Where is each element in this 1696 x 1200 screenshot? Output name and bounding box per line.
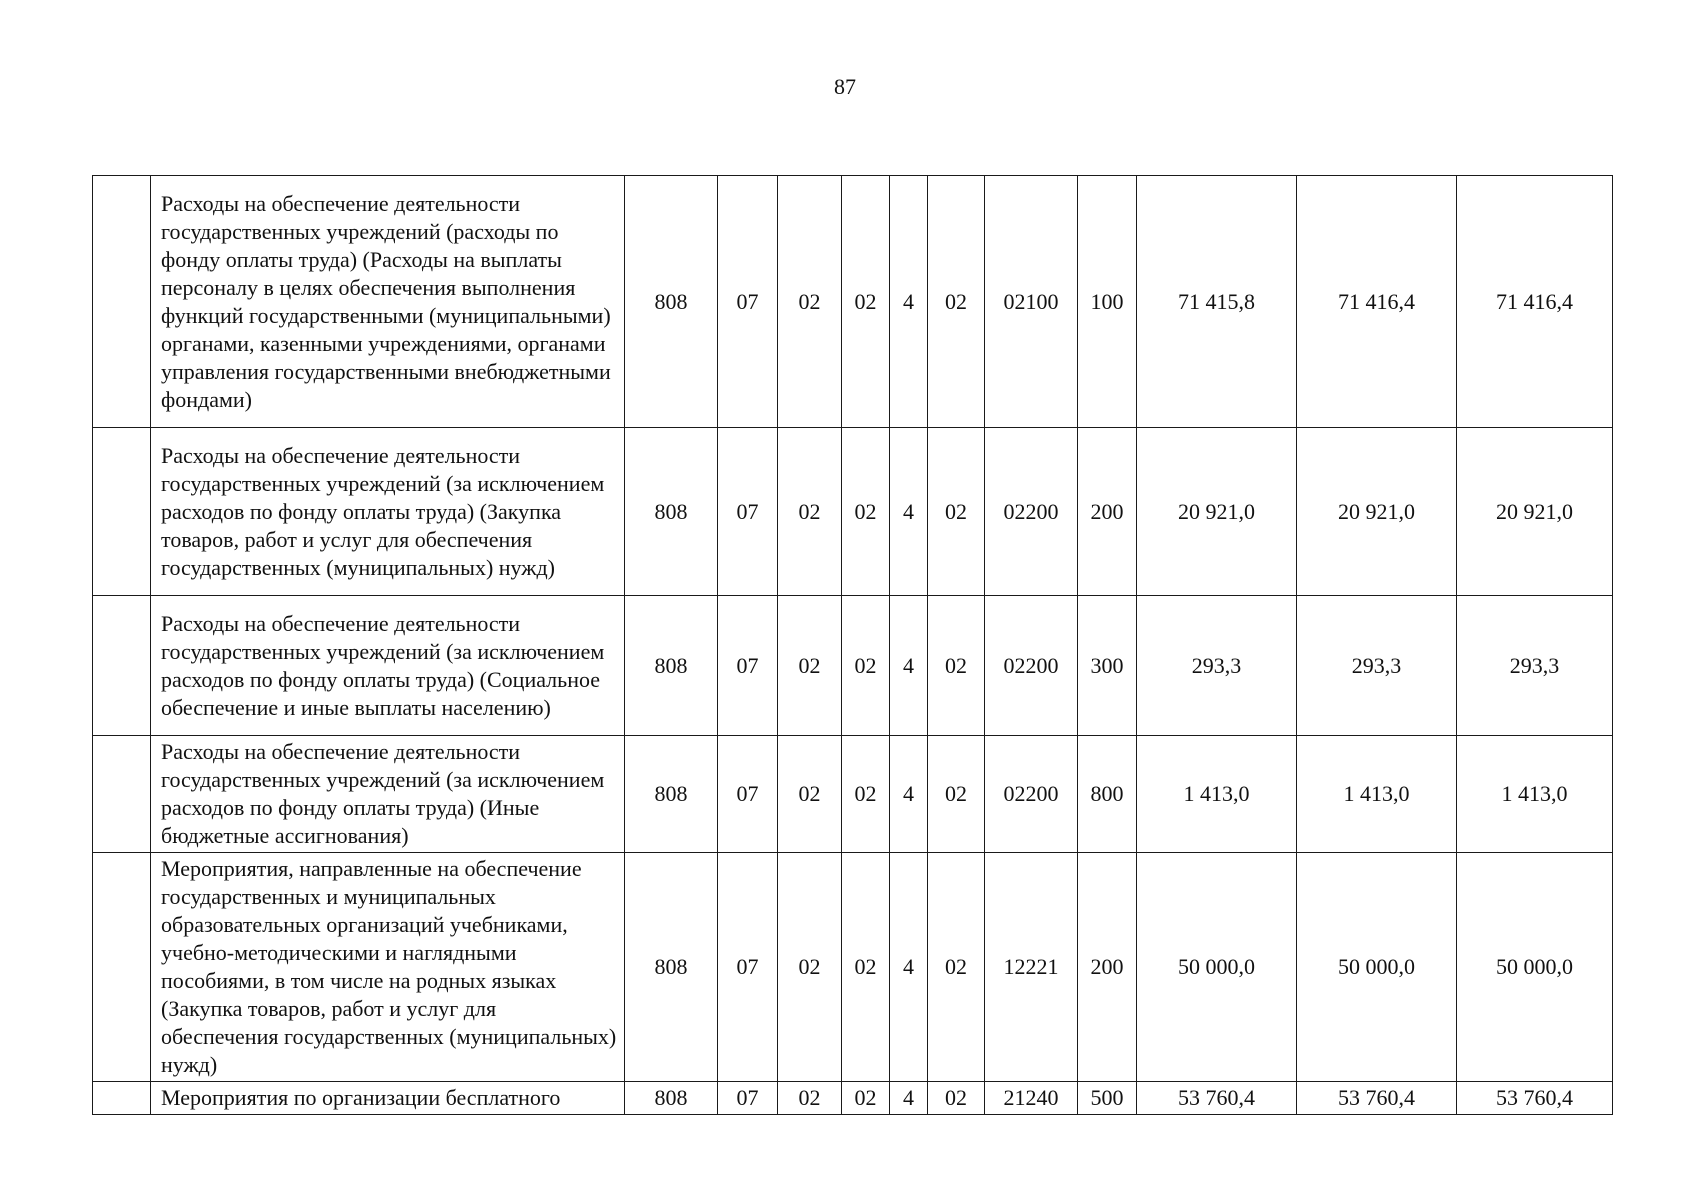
amount-year-3-cell: 1 413,0 <box>1457 736 1613 853</box>
amount-year-2-cell: 71 416,4 <box>1297 176 1457 428</box>
amount-year-1-cell: 50 000,0 <box>1137 853 1297 1082</box>
description-cell: Мероприятия, направленные на обеспечение государственных и муниципальных образовательных организаций учебниками, учебно-методическими и наглядными пособиями, в том числе на родных языках (Закупка товаров, работ и услуг для обеспечения государственных (муниципальных) нужд) <box>151 853 625 1082</box>
expense-type-cell: 300 <box>1078 596 1137 736</box>
description-cell: Расходы на обеспечение деятельности государственных учреждений (за исключением расходов по фонду оплаты труда) (Иные бюджетные ассигнования) <box>151 736 625 853</box>
subprogram-code-cell: 4 <box>890 736 928 853</box>
program-code-cell: 02 <box>842 853 890 1082</box>
amount-year-1-cell: 53 760,4 <box>1137 1082 1297 1115</box>
ministry-code-cell: 808 <box>625 736 718 853</box>
amount-year-1-cell: 293,3 <box>1137 596 1297 736</box>
program-code-cell: 02 <box>842 736 890 853</box>
table-row <box>93 428 1613 596</box>
expense-type-cell: 200 <box>1078 853 1137 1082</box>
amount-year-2-cell: 53 760,4 <box>1297 1082 1457 1115</box>
expense-type-cell: 500 <box>1078 1082 1137 1115</box>
subprogram-code-cell: 4 <box>890 428 928 596</box>
subsection-code-cell: 02 <box>778 596 842 736</box>
main-event-code-cell: 02 <box>928 853 985 1082</box>
section-code-cell: 07 <box>718 176 778 428</box>
subsection-code-cell: 02 <box>778 736 842 853</box>
row-number-cell <box>93 736 151 853</box>
section-code-cell: 07 <box>718 596 778 736</box>
direction-code-cell: 02200 <box>985 596 1078 736</box>
main-event-code-cell: 02 <box>928 736 985 853</box>
subsection-code-cell: 02 <box>778 428 842 596</box>
amount-year-1-cell: 20 921,0 <box>1137 428 1297 596</box>
amount-year-2-cell: 50 000,0 <box>1297 853 1457 1082</box>
table-row <box>93 736 1613 853</box>
amount-year-1-cell: 71 415,8 <box>1137 176 1297 428</box>
description-cell: Расходы на обеспечение деятельности государственных учреждений (за исключением расходов по фонду оплаты труда) (Социальное обеспечение и иные выплаты населению) <box>151 596 625 736</box>
program-code-cell: 02 <box>842 596 890 736</box>
section-code-cell: 07 <box>718 1082 778 1115</box>
amount-year-3-cell: 20 921,0 <box>1457 428 1613 596</box>
ministry-code-cell: 808 <box>625 1082 718 1115</box>
program-code-cell: 02 <box>842 428 890 596</box>
ministry-code-cell: 808 <box>625 596 718 736</box>
expense-type-cell: 200 <box>1078 428 1137 596</box>
expense-type-cell: 800 <box>1078 736 1137 853</box>
ministry-code-cell: 808 <box>625 853 718 1082</box>
expense-type-cell: 100 <box>1078 176 1137 428</box>
table-row <box>93 853 1613 1082</box>
page-number: 87 <box>834 74 856 99</box>
description-cell: Мероприятия по организации бесплатного <box>151 1082 625 1115</box>
amount-year-3-cell: 293,3 <box>1457 596 1613 736</box>
subprogram-code-cell: 4 <box>890 853 928 1082</box>
direction-code-cell: 02200 <box>985 736 1078 853</box>
ministry-code-cell: 808 <box>625 176 718 428</box>
main-event-code-cell: 02 <box>928 596 985 736</box>
amount-year-2-cell: 1 413,0 <box>1297 736 1457 853</box>
amount-year-3-cell: 50 000,0 <box>1457 853 1613 1082</box>
direction-code-cell: 12221 <box>985 853 1078 1082</box>
row-number-cell <box>93 1082 151 1115</box>
table-row <box>93 176 1613 428</box>
subsection-code-cell: 02 <box>778 176 842 428</box>
row-number-cell <box>93 853 151 1082</box>
amount-year-3-cell: 53 760,4 <box>1457 1082 1613 1115</box>
section-code-cell: 07 <box>718 736 778 853</box>
main-event-code-cell: 02 <box>928 428 985 596</box>
direction-code-cell: 02100 <box>985 176 1078 428</box>
subprogram-code-cell: 4 <box>890 1082 928 1115</box>
program-code-cell: 02 <box>842 176 890 428</box>
main-event-code-cell: 02 <box>928 1082 985 1115</box>
amount-year-2-cell: 20 921,0 <box>1297 428 1457 596</box>
subsection-code-cell: 02 <box>778 853 842 1082</box>
ministry-code-cell: 808 <box>625 428 718 596</box>
description-cell: Расходы на обеспечение деятельности государственных учреждений (за исключением расходов по фонду оплаты труда) (Закупка товаров, работ и услуг для обеспечения государственных (муниципальных) нужд) <box>151 428 625 596</box>
row-number-cell <box>93 596 151 736</box>
amount-year-3-cell: 71 416,4 <box>1457 176 1613 428</box>
main-event-code-cell: 02 <box>928 176 985 428</box>
table-row <box>93 1082 1613 1115</box>
row-number-cell <box>93 176 151 428</box>
section-code-cell: 07 <box>718 428 778 596</box>
subprogram-code-cell: 4 <box>890 176 928 428</box>
subsection-code-cell: 02 <box>778 1082 842 1115</box>
row-number-cell <box>93 428 151 596</box>
table-row <box>93 596 1613 736</box>
direction-code-cell: 21240 <box>985 1082 1078 1115</box>
program-code-cell: 02 <box>842 1082 890 1115</box>
amount-year-2-cell: 293,3 <box>1297 596 1457 736</box>
section-code-cell: 07 <box>718 853 778 1082</box>
direction-code-cell: 02200 <box>985 428 1078 596</box>
budget-table <box>92 175 1613 1115</box>
description-cell: Расходы на обеспечение деятельности государственных учреждений (расходы по фонду оплаты труда) (Расходы на выплаты персоналу в целях обеспечения выполнения функций государственными (муниципальными) органами, казенными учреждениями, органами управления государственными внебюджетными фондами) <box>151 176 625 428</box>
subprogram-code-cell: 4 <box>890 596 928 736</box>
amount-year-1-cell: 1 413,0 <box>1137 736 1297 853</box>
